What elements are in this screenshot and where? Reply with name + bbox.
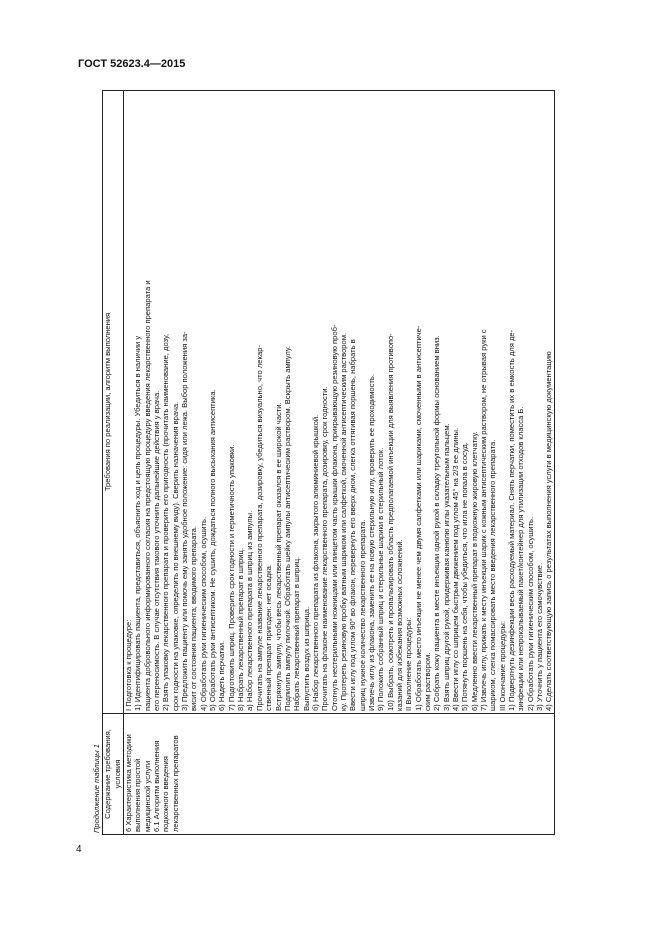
algorithm-line: 4) Сделать соответствующую запись о результатах выполнения услуги в медицинскую документацию [544, 351, 554, 711]
requirement-line: 6.1 Алгоритм выполнения подкожного введения [152, 740, 171, 832]
algorithm-line: 2) Обработать руки гигиеническим способом, осушить. [525, 516, 535, 711]
document-title: ГОСТ 52623.4—2015 [78, 58, 186, 70]
algorithm-line: 3) Предложить пациенту или помочь ему занять удобное положение: сидя или лежа. Выбор положения за- [180, 331, 190, 711]
algorithm-line: пациента добровольного информированного согласия на предстоящую процедуру введения лекарственного препарата и [142, 280, 152, 711]
algorithm-line: ку. Протереть резиновую пробку ватным шариком или салфеткой, смоченной антисептическим раствором. [338, 332, 348, 711]
table-header-row [103, 91, 124, 835]
algorithm-line: шариком, слегка помассировать место введения лекарственного препарата. [488, 439, 498, 711]
algorithm-line: Прочитать на ампуле название лекарственного препарата, дозировку, убедиться визуально, что лекар- [254, 345, 264, 711]
algorithm-line: шприц нужное количество лекарственного препарата. [357, 519, 367, 711]
algorithm-line: Подпилить ампулу пилочкой. Обработать шейку ампулы антисептическим раствором. Вскрыть ампулу. [282, 346, 292, 711]
algorithm-line: Набрать лекарственный препарат в шприц. [292, 556, 302, 711]
algorithm-line: 2) Взять упаковку лекарственного препарата и проверить его пригодность (прочитать наименование, дозу, [161, 333, 171, 711]
algorithm-line: I Подготовка к процедуре: [124, 619, 133, 711]
algorithm-line: 5) Обработать руки антисептиком. Не сушить, дождаться полного высыхания антисептика. [208, 389, 218, 711]
algorithm-line: 10) Выбрать, осмотреть и пропальпировать область предполагаемой инъекции для выявления противопо- [385, 333, 395, 711]
algorithm-line: Выпустить воздух из шприца. [301, 606, 311, 711]
requirements-table [102, 90, 555, 835]
algorithm-line: 9) Положить собранный шприц и стерильные шарики в стерильный лоток. [376, 447, 386, 711]
algorithm-line: б) Набор лекарственного препарата из флакона, закрытого алюминиевой крышкой. [310, 414, 320, 711]
algorithm-line: 3) Взять шприц другой рукой, придерживая канюлю иглы указательным пальцем. [441, 423, 451, 711]
algorithm-line: ским раствором. [423, 652, 432, 711]
header-requirement-content: Содержание требования, условия [103, 714, 124, 835]
algorithm-line: 7) Подготовить шприц. Проверить срок годности и герметичность упаковки. [226, 444, 236, 711]
algorithm-line: 6) Медленно ввести лекарственный препарат в подкожную жировую клетчатку. [469, 431, 479, 711]
requirement-cell [124, 714, 555, 835]
algorithm-line: 3) Уточнить у пациента его самочувствие. [535, 562, 545, 711]
algorithm-line: срок годности на упаковке, определить по внешнему виду). Сверить назначения врача. [170, 401, 180, 711]
algorithm-line: казаний для избежания возможных осложнений. [394, 539, 404, 711]
rotated-table-block [92, 95, 554, 835]
algorithm-line: II Выполнение процедуры: [404, 617, 414, 711]
algorithm-line: висит от состояния пациента; вводимого препарата. [189, 525, 199, 711]
page-number: 4 [76, 844, 82, 855]
algorithm-line: 6) Надеть перчатки. [217, 640, 227, 711]
algorithm-line: 7) Извлечь иглу, прижать к месту инъекции шарик с кожным антисептическим раствором, не отрывая руки с [479, 329, 489, 711]
requirement-line: 6 Характеристика методики выполнения простой [124, 734, 143, 832]
table-row [124, 91, 555, 835]
algorithm-line: 1) Подвергнуть дезинфекции весь расходуемый материал. Снять перчатки, поместить их в емкость для де- [507, 329, 517, 711]
algorithm-line: 5) Потянуть поршень на себя, чтобы убедиться, что игла не попала в сосуд. [460, 442, 470, 711]
algorithm-line: зинфекции или непрокалываемый пакет/контейнер для утилизации отходов класса Б. [516, 406, 526, 711]
algorithm-line: Прочитать на флаконе наименование лекарственного препарата, дозировку, срок годности. [320, 386, 330, 711]
algorithm-cell [124, 91, 555, 714]
algorithm-line: Ввести иглу под углом 90° во флакон, перевернуть его вверх дном, слегка оттягивая поршень, набрать в [348, 339, 358, 711]
header-algorithm: Требования по реализации, алгоритм выполнения [103, 91, 124, 714]
algorithm-line: 4) Обработать руки гигиеническим способом, осушить. [198, 516, 208, 711]
algorithm-line: Отогнуть нестерильными ножницами или пинцетом часть крышки флакона, прикрывающую резиновую проб- [329, 324, 339, 711]
algorithm-line: 8) Набрать лекарственный препарат в шприц. [236, 547, 246, 711]
algorithm-line: 4) Ввести иглу со шприцем быстрым движением под углом 45° на 2/3 ее длины. [451, 427, 461, 711]
algorithm-line: III Окончание процедуры: [497, 621, 507, 711]
algorithm-line: его переносимость. В случае отсутствия такового уточнить дальнейшие действия у врача. [152, 390, 162, 711]
algorithm-line: 1) Идентифицировать пациента, представиться, объяснить ход и цель процедуры. Убедиться в наличии у [133, 335, 143, 711]
algorithm-line: ственный препарат пригоден: нет осадка. [264, 564, 274, 711]
algorithm-line: а) Набор лекарственного препарата в шприц из ампулы. [245, 510, 255, 711]
algorithm-line: Извлечь иглу из флакона, заменить ее на новую стерильную иглу, проверить ее проходимость. [366, 374, 376, 711]
algorithm-line: 1) Обработать место инъекции не менее чем двумя салфетками или шариками, смоченными в антисептиче- [413, 325, 423, 711]
requirement-line: лекарственных препаратов [170, 735, 180, 832]
requirement-line: медицинской услуги [142, 760, 152, 832]
algorithm-line: 2) Собрать кожу пациента в месте инъекции одной рукой в складку треугольной формы основанием вниз. [432, 335, 442, 711]
algorithm-line: Встряхнуть ампулу, чтобы весь лекарственный препарат оказался в ее широкой части. [273, 402, 283, 711]
table-caption: Продолжение таблицы 1 [92, 744, 101, 833]
